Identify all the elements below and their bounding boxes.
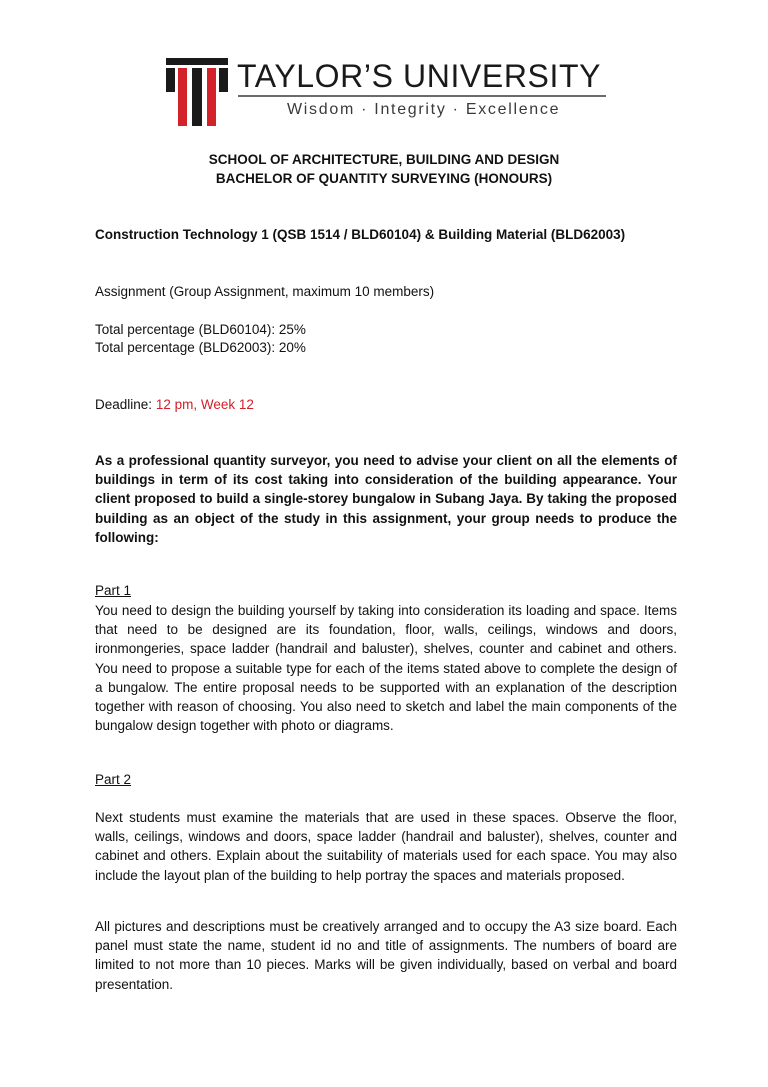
assignment-type: Assignment (Group Assignment, maximum 10 members) xyxy=(95,284,435,299)
deadline-label: Deadline: xyxy=(95,397,153,412)
intro-paragraph: As a professional quantity surveyor, you need to advise your client on all the elements of buildings in term of its cost taking into consideration of the building appearance. Your client proposed to build a single-storey bungalow in Subang Jaya. By taking the proposed building as an object of the study in this assignment, your group needs to produce the following: xyxy=(95,453,677,545)
header-divider xyxy=(238,95,606,97)
percentage-bld62003: Total percentage (BLD62003): 20% xyxy=(95,340,306,355)
part1-heading: Part 1 xyxy=(95,583,132,598)
university-tagline: Wisdom · Integrity · Excellence xyxy=(287,101,561,118)
course-title: Construction Technology 1 (QSB 1514 / BLD60104) & Building Material (BLD62003) xyxy=(95,227,626,242)
part1-body: You need to design the building yourself by taking into consideration its loading and space. Items that need to be designed are its foundation, floor, walls, ceilings, windows and doors, ironmongeries, space ladder (handrail and baluster), shelves, counter and cabinet and others. You need to propose a suitable type for each of the items stated above to complete the design of a bungalow. The entire proposal needs to be supported with an explanation of the description together with reason of choosing. You also need to sketch and label the main components of the bungalow design together with photo or diagrams. xyxy=(95,603,677,734)
university-name: TAYLOR’S UNIVERSITY xyxy=(237,58,602,94)
deadline-value: 12 pm, Week 12 xyxy=(155,397,254,412)
part2-body-1: Next students must examine the materials that are used in these spaces. Observe the floor, walls, ceilings, windows and doors, space ladder (handrail and baluster), shelves, counter and cabinet and others. Explain about the suitability of materials used for each space. You may also include the layout plan of the building to help portray the spaces and materials proposed. xyxy=(95,810,677,883)
deadline xyxy=(95,396,254,414)
part2-body-2: All pictures and descriptions must be creatively arranged and to occupy the A3 size board. Each panel must state the name, student id no and title of assignments. The numbers of board are limited to not more than 10 pieces. Marks will be given individually, based on verbal and board presentation. xyxy=(95,919,677,992)
programme-name: BACHELOR OF QUANTITY SURVEYING (HONOURS) xyxy=(215,171,553,186)
percentage-bld60104: Total percentage (BLD60104): 25% xyxy=(95,322,306,337)
part2-heading: Part 2 xyxy=(95,772,132,787)
taylors-shield-logo-icon xyxy=(166,58,228,126)
school-name: SCHOOL OF ARCHITECTURE, BUILDING AND DESIGN xyxy=(208,152,560,167)
